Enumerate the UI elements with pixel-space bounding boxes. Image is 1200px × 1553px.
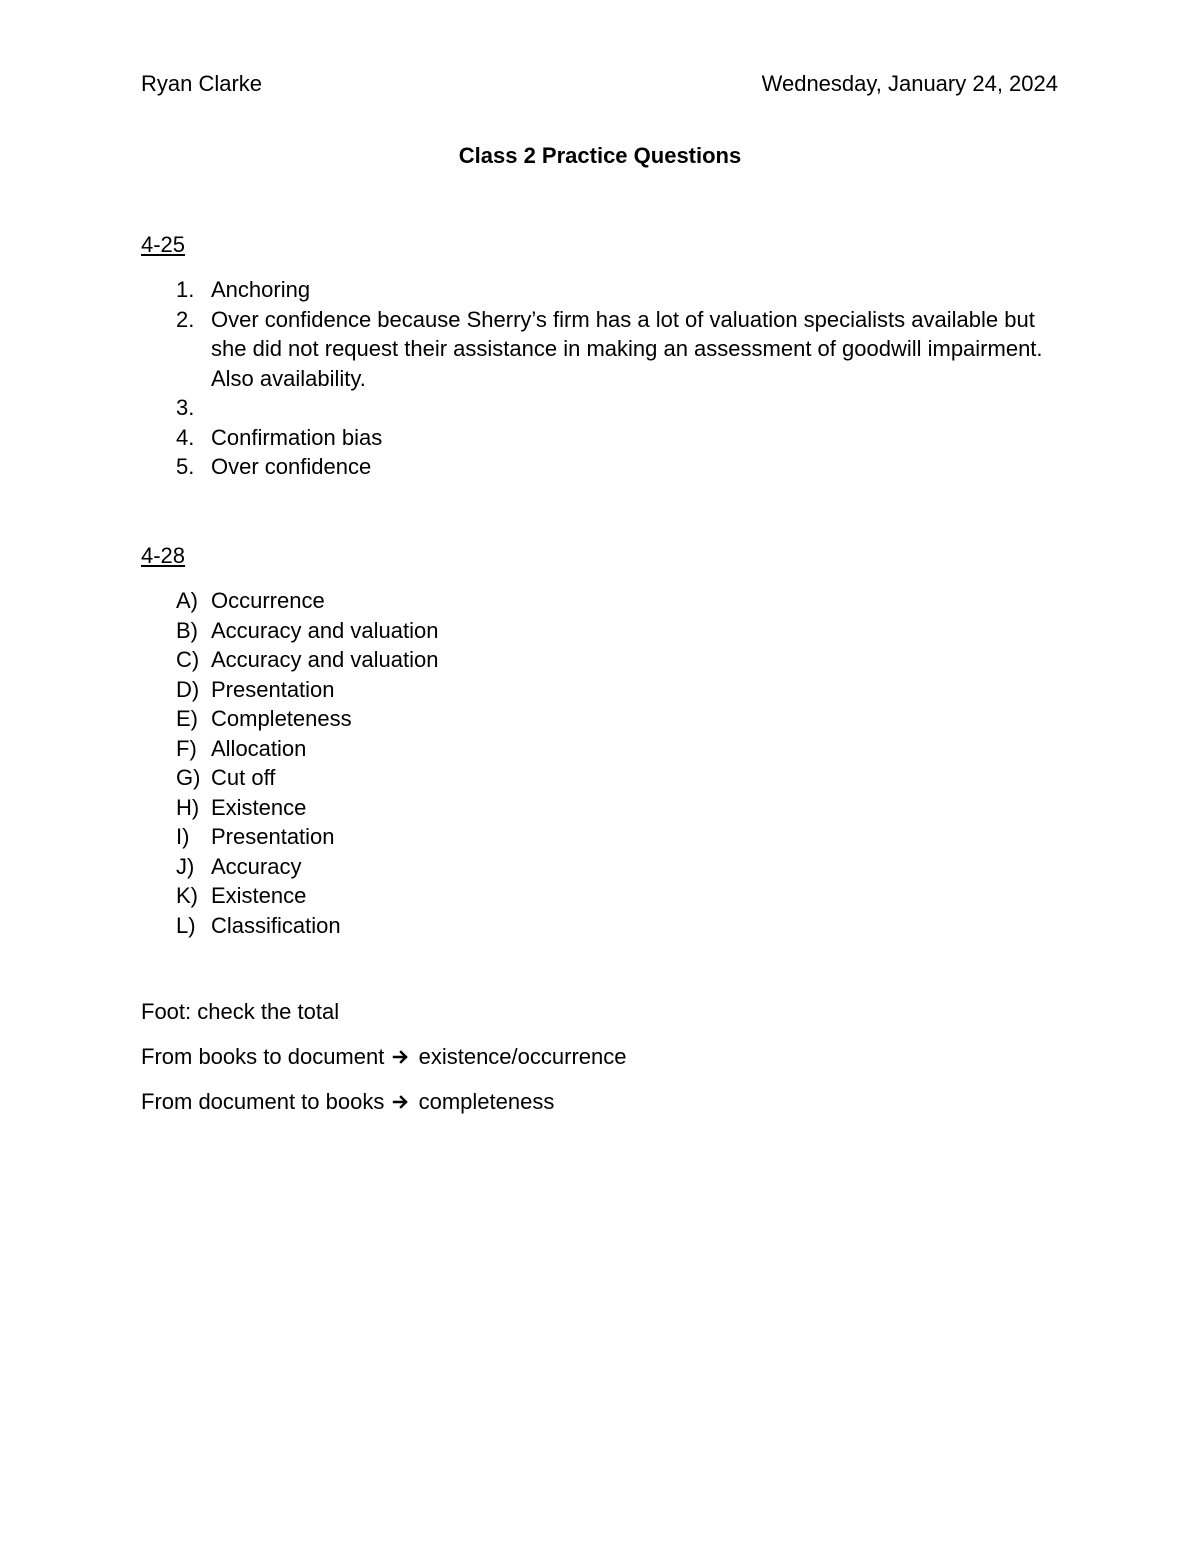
list-item-text: Accuracy [211,853,302,879]
section-heading-4-25: 4-25 [141,232,186,257]
author-name: Ryan Clarke [141,71,263,96]
list-item [141,305,1061,394]
list-item [141,275,1061,305]
list-marker: I) [176,824,190,849]
list-item-text: Confirmation bias [211,424,383,450]
list-item-text: Anchoring [211,277,311,302]
list-marker: A) [176,588,198,613]
right-arrow-icon [392,1044,410,1074]
note-result: existence/occurrence [418,1044,627,1069]
list-item [141,645,1061,675]
page-title: Class 2 Practice Questions [458,143,742,168]
list-item [141,911,1061,941]
list-item-text: Occurrence [211,588,325,613]
list-marker: 4. [176,424,195,450]
list-item [141,586,1061,616]
note-foot: Foot: check the total [141,999,340,1024]
list-item-text: Presentation [211,824,335,849]
note-result: completeness [418,1089,555,1114]
list-item [141,822,1061,852]
list-item-text: Existence [211,794,307,820]
list-item-text: Presentation [211,676,335,702]
list-item [141,852,1061,882]
list-marker: F) [176,735,197,761]
list-marker: J) [176,853,195,879]
section-heading-4-28: 4-28 [141,543,186,568]
note-document-to-books [141,1087,554,1119]
list-item [141,793,1061,823]
list-item [141,734,1061,764]
list-marker: L) [176,912,196,938]
document-date: Wednesday, January 24, 2024 [761,71,1058,96]
list-marker: D) [176,676,200,702]
list-item-text: Cut off [211,765,276,790]
list-marker: B) [176,617,198,643]
list-marker: H) [176,794,200,820]
list-item-text: Over confidence because Sherry’s firm has a lot of valuation specialists available but she did not request their assistance in making an assessment of goodwill impairment. Also availability. [211,306,1043,391]
list-marker: C) [176,647,200,672]
list-item-text: Classification [211,912,341,938]
list-item-text: Existence [211,883,307,908]
list-item-text: Accuracy and valuation [211,617,439,643]
list-item [141,704,1061,734]
note-prefix: From document to books [141,1089,385,1114]
list-marker: K) [176,883,198,908]
list-marker: G) [176,765,201,790]
list-item [141,423,1061,453]
list-item [141,393,1061,423]
list-item [141,616,1061,646]
list-marker: E) [176,706,198,731]
list-marker: 5. [176,454,195,479]
list-item [141,881,1061,911]
right-arrow-icon [392,1089,410,1119]
list-item-text: Completeness [211,706,352,731]
answer-list-4-25 [141,275,1061,482]
list-marker: 1. [176,277,195,302]
list-marker: 2. [176,306,195,332]
list-item-text: Over confidence [211,454,372,479]
note-books-to-document [141,1042,626,1074]
list-item-text: Allocation [211,735,307,761]
list-item [141,763,1061,793]
list-item-text: Accuracy and valuation [211,647,439,672]
note-prefix: From books to document [141,1044,385,1069]
list-item [141,675,1061,705]
answer-list-4-28 [141,586,1061,940]
list-marker: 3. [176,395,195,420]
list-item [141,452,1061,482]
